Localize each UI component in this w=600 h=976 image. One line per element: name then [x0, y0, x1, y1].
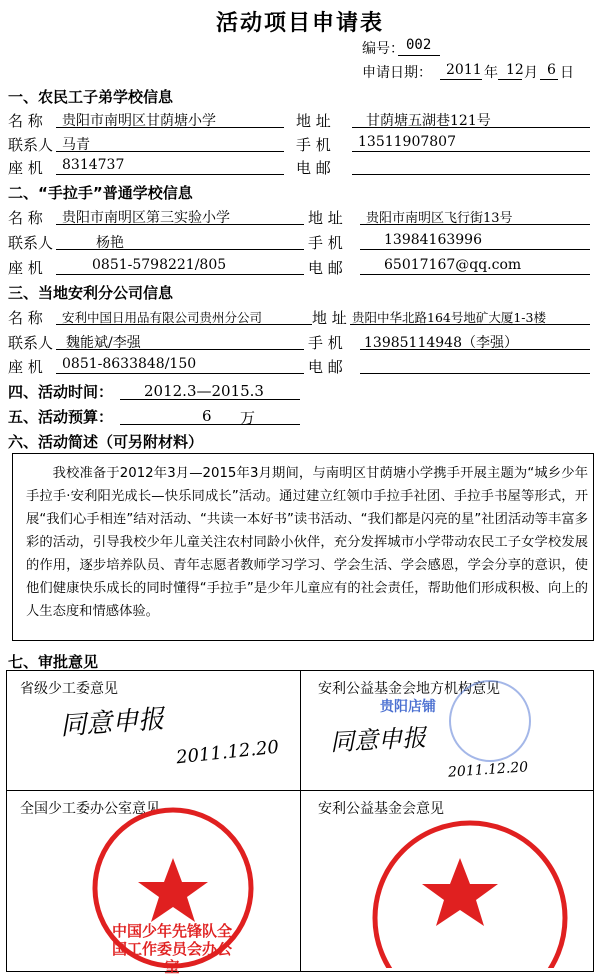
amway-local-stamp-circle — [440, 676, 540, 766]
school2-address: 贵阳市南明区飞行街13号 — [366, 211, 513, 226]
serial-label: 编号： — [362, 41, 404, 57]
provincial-sign-date: 2011.12.20 — [175, 736, 280, 769]
amway-phone: 0851-8633848/150 — [62, 356, 197, 372]
amway-local-stamp: 贵阳店铺 — [380, 699, 436, 715]
amway-mobile: 13985114948（李强） — [364, 335, 518, 351]
amway-contact: 魏能斌/李强 — [66, 335, 141, 351]
school2-mobile: 13984163996 — [384, 232, 482, 248]
provincial-opinion-label: 省级少工委意见 — [20, 681, 118, 697]
date-month: 12 — [506, 62, 524, 78]
serial-value: 002 — [406, 37, 432, 53]
amway-branch-address: 贵阳中华北路164号地矿大厦1-3楼 — [352, 310, 546, 325]
school2-phone: 0851-5798221/805 — [92, 257, 227, 273]
amway-local-opinion-label: 安利公益基金会地方机构意见 — [318, 681, 500, 697]
activity-description: 我校准备于2012年3月—2015年3月期间，与南明区甘荫塘小学携手开展主题为“城乡少年手拉手·安利阳光成长—快乐同成长”活动。通过建立红领巾手拉手社团、手拉手书屋等形式，开展“我们心手相连”结对活动、“共读一本好书”读书活动、“我们都是闪亮的星”社团活动等丰富多彩的活动，引导我校少年儿童关注农村同龄小伙伴，充分发挥城市小学带动农民工子女学校发展的作用，逐步培养队员、青年志愿者教师学习学习、学会生活、学会感恩，学会分享的意识，使他们健康快乐成长的同时懂得“手拉手”是少年儿童应有的社会责任，帮助他们形成积极、向上的人生态度和情感体验。 — [26, 466, 588, 619]
date-year: 2011 — [446, 62, 482, 78]
section3-title: 三、当地安利分公司信息 — [8, 284, 174, 302]
school2-email: 65017167@qq.com — [384, 257, 522, 273]
school2-contact: 杨艳 — [96, 235, 124, 251]
activity-period: 2012.3—2015.3 — [144, 382, 264, 400]
amway-foundation-opinion-label: 安利公益基金会意见 — [318, 801, 444, 817]
school2-name: 贵阳市南明区第三实验小学 — [62, 210, 230, 226]
section2-title: 二、“手拉手”普通学校信息 — [8, 184, 193, 202]
school1-name: 贵阳市南明区甘荫塘小学 — [62, 113, 216, 129]
date-day: 6 — [547, 62, 556, 78]
activity-budget: 6 — [202, 407, 212, 425]
amway-local-signature: 同意申报 — [329, 723, 427, 757]
section4-title: 四、活动时间： — [8, 383, 114, 401]
amway-branch-name: 安利中国日用品有限公司贵州分公司 — [62, 310, 263, 325]
form-title: 活动项目申请表 — [215, 10, 384, 36]
amway-foundation-seal-icon — [360, 808, 580, 968]
section6-title: 六、活动简述（可另附材料） — [8, 433, 204, 451]
budget-unit: 万 — [240, 409, 256, 427]
school1-contact: 马青 — [62, 137, 90, 153]
school1-phone: 8314737 — [62, 157, 125, 173]
national-opinion-label: 全国少工委办公室意见 — [20, 801, 160, 817]
provincial-signature: 同意申报 — [59, 704, 166, 742]
section1-title: 一、农民工子弟学校信息 — [8, 88, 174, 106]
school1-address: 甘荫塘五湖巷121号 — [366, 113, 491, 129]
date-label: 申请日期： — [362, 65, 432, 81]
school1-mobile: 13511907807 — [358, 134, 456, 150]
young-pioneers-seal-text: 中国少年先锋队全国工作委员会办公室 — [112, 922, 233, 976]
section5-title: 五、活动预算： — [8, 408, 114, 426]
amway-local-sign-date: 2011.12.20 — [447, 759, 529, 781]
section7-title: 七、审批意见 — [8, 653, 99, 671]
